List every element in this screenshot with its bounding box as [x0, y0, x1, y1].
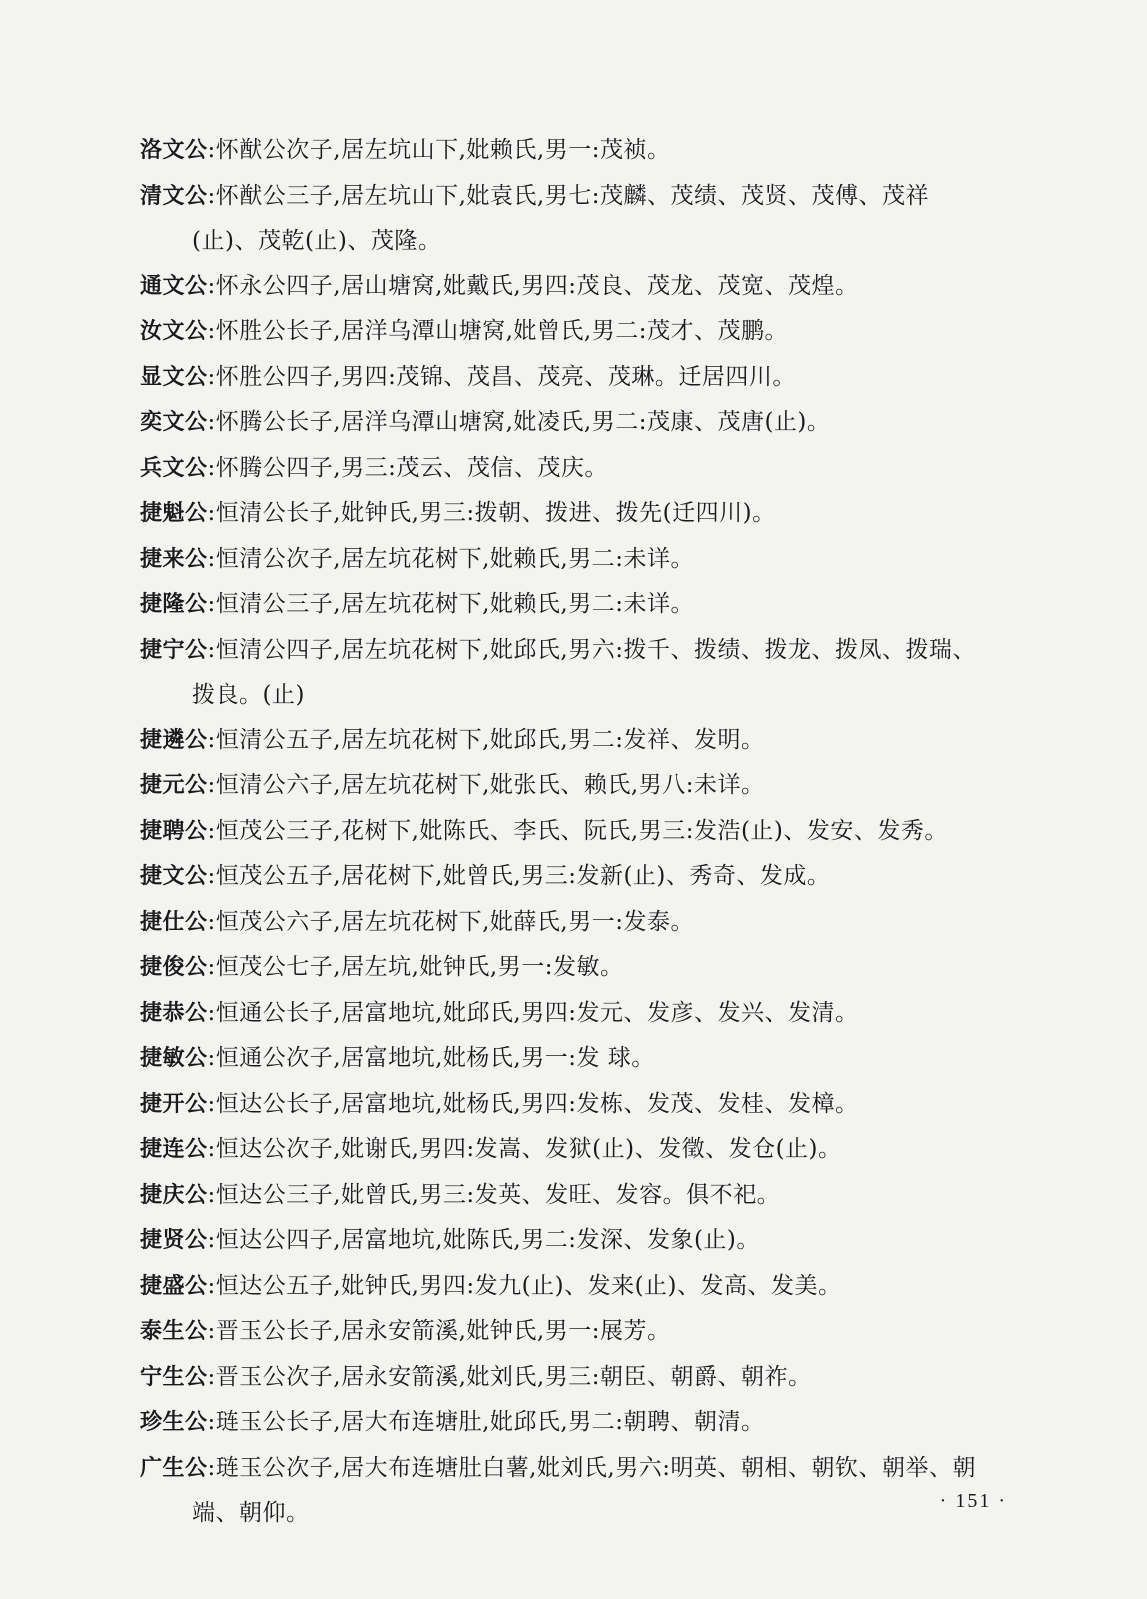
genealogy-entry	[140, 1173, 1080, 1219]
entry-text: :恒清公三子,居左坑花树下,妣赖氏,男二:未详。	[207, 591, 694, 617]
genealogy-entry	[140, 718, 1080, 764]
entry-name: 洛文公	[140, 138, 208, 163]
genealogy-entry	[140, 945, 1080, 991]
entry-text: :怀胜公四子,男四:茂锦、茂昌、茂亮、茂琳。迁居四川。	[207, 363, 796, 390]
genealogy-entries	[140, 128, 1080, 1536]
entry-text: :琏玉公长子,居大布连塘肚,妣邱氏,男二:朝聘、朝清。	[207, 1409, 765, 1435]
genealogy-entry	[140, 809, 1080, 855]
entry-text: :恒清公次子,居左坑花树下,妣赖氏,男二:未详。	[207, 545, 694, 572]
entry-name: 捷恭公	[140, 1000, 208, 1026]
entry-name: 捷来公	[140, 546, 208, 572]
entry-text: :恒清公四子,居左坑花树下,妣邱氏,男六:拨千、拨绩、拨龙、拨凤、拨瑞、	[207, 636, 976, 663]
entry-name: 捷贤公	[140, 1228, 208, 1253]
genealogy-entry	[140, 763, 1080, 809]
entry-name: 捷俊公	[140, 955, 208, 980]
genealogy-entry	[140, 900, 1080, 946]
genealogy-entry	[140, 854, 1080, 900]
entry-name: 宁生公	[140, 1364, 208, 1390]
genealogy-entry	[140, 174, 1080, 264]
entry-text-continued: 拨良。(止)	[192, 682, 305, 708]
entry-name: 捷文公	[140, 864, 208, 889]
genealogy-entry	[140, 991, 1080, 1037]
entry-text: :恒茂公五子,居花树下,妣曾氏,男三:发新(止)、秀奇、发成。	[207, 863, 831, 889]
entry-text-continued: 端、朝仰。	[192, 1500, 310, 1526]
entry-name: 捷遴公	[140, 727, 208, 753]
entry-text: :怀猷公三子,居左坑山下,妣袁氏,男七:茂麟、茂绩、茂贤、茂傅、茂祥	[207, 182, 929, 209]
entry-name: 通文公	[140, 273, 208, 299]
entry-text-continued: (止)、茂乾(止)、茂隆。	[192, 228, 442, 254]
entry-text: :恒达公三子,妣曾氏,男三:发英、发旺、发容。俱不祀。	[207, 1181, 781, 1208]
genealogy-entry	[140, 1082, 1080, 1128]
entry-text: :恒茂公七子,居左坑,妣钟氏,男一:发敏。	[207, 954, 624, 980]
entry-text: :怀永公四子,居山塘窝,妣戴氏,男四:茂良、茂龙、茂宽、茂煌。	[207, 272, 859, 299]
entry-text: :恒达公五子,妣钟氏,男四:发九(止)、发来(止)、发高、发美。	[207, 1272, 842, 1299]
entry-name: 捷元公	[140, 773, 208, 798]
entry-text: :怀腾公长子,居洋乌潭山塘窝,妣凌氏,男二:茂康、茂唐(止)。	[207, 409, 831, 435]
genealogy-entry	[140, 1264, 1080, 1310]
entry-name: 捷庆公	[140, 1182, 208, 1208]
entry-name: 捷连公	[140, 1137, 208, 1162]
entry-name: 奕文公	[140, 410, 208, 435]
genealogy-entry	[140, 1400, 1080, 1446]
entry-text: :恒达公四子,居富地坑,妣陈氏,男二:发深、发象(止)。	[207, 1227, 760, 1253]
entry-text: :恒清公六子,居左坑花树下,妣张氏、赖氏,男八:未详。	[207, 772, 765, 798]
entry-text: :恒清公长子,妣钟氏,男三:拨朝、拨进、拨先(迁四川)。	[207, 500, 776, 526]
entry-text: :恒通公次子,居富地坑,妣杨氏,男一:发 球。	[207, 1045, 655, 1071]
page-number: · 151 ·	[939, 1490, 1007, 1512]
genealogy-entry	[140, 628, 1080, 718]
entry-name: 珍生公	[140, 1410, 208, 1435]
entry-text: :怀猷公次子,居左坑山下,妣赖氏,男一:茂祯。	[207, 137, 671, 163]
entry-text: :恒达公次子,妣谢氏,男四:发嵩、发狱(止)、发徵、发仓(止)。	[207, 1136, 842, 1162]
entry-text: :怀腾公四子,男三:茂云、茂信、茂庆。	[207, 454, 608, 481]
entry-name: 捷宁公	[140, 637, 208, 663]
genealogy-entry	[140, 1218, 1080, 1264]
entry-text: :恒清公五子,居左坑花树下,妣邱氏,男二:发祥、发明。	[207, 726, 765, 753]
entry-name: 汝文公	[140, 319, 208, 344]
entry-name: 清文公	[140, 183, 208, 209]
entry-name: 捷隆公	[140, 592, 208, 617]
entry-name: 泰生公	[140, 1319, 208, 1344]
genealogy-entry	[140, 491, 1080, 537]
entry-text: :晋玉公长子,居永安箭溪,妣钟氏,男一:展芳。	[207, 1318, 671, 1344]
entry-text: :琏玉公次子,居大布连塘肚白薯,妣刘氏,男六:明英、朝相、朝钦、朝举、朝	[207, 1454, 976, 1481]
entry-text: :恒茂公六子,居左坑花树下,妣薛氏,男一:发泰。	[207, 908, 694, 935]
entry-text: :晋玉公次子,居永安箭溪,妣刘氏,男三:朝臣、朝爵、朝祚。	[207, 1363, 812, 1390]
genealogy-entry	[140, 355, 1080, 401]
genealogy-entry	[140, 1355, 1080, 1401]
entry-name: 捷开公	[140, 1091, 208, 1117]
genealogy-entry	[140, 1309, 1080, 1355]
entry-name: 捷仕公	[140, 909, 208, 935]
entry-text: :恒通公长子,居富地坑,妣邱氏,男四:发元、发彦、发兴、发清。	[207, 999, 859, 1026]
genealogy-entry	[140, 537, 1080, 583]
entry-name: 广生公	[140, 1455, 208, 1481]
entry-name: 捷盛公	[140, 1273, 208, 1299]
genealogy-entry	[140, 400, 1080, 446]
genealogy-entry	[140, 446, 1080, 492]
entry-text: :恒茂公三子,花树下,妣陈氏、李氏、阮氏,男三:发浩(止)、发安、发秀。	[207, 817, 948, 844]
genealogy-entry	[140, 1036, 1080, 1082]
genealogy-entry	[140, 309, 1080, 355]
entry-name: 捷聘公	[140, 818, 208, 844]
entry-name: 捷敏公	[140, 1046, 208, 1071]
entry-text: :恒达公长子,居富地坑,妣杨氏,男四:发栋、发茂、发桂、发樟。	[207, 1090, 859, 1117]
entry-text: :怀胜公长子,居洋乌潭山塘窝,妣曾氏,男二:茂才、茂鹏。	[207, 318, 788, 344]
genealogy-entry	[140, 582, 1080, 628]
entry-name: 显文公	[140, 364, 208, 390]
genealogy-entry	[140, 1127, 1080, 1173]
entry-name: 捷魁公	[140, 501, 208, 526]
genealogy-entry	[140, 264, 1080, 310]
entry-name: 兵文公	[140, 455, 208, 481]
genealogy-entry	[140, 128, 1080, 174]
